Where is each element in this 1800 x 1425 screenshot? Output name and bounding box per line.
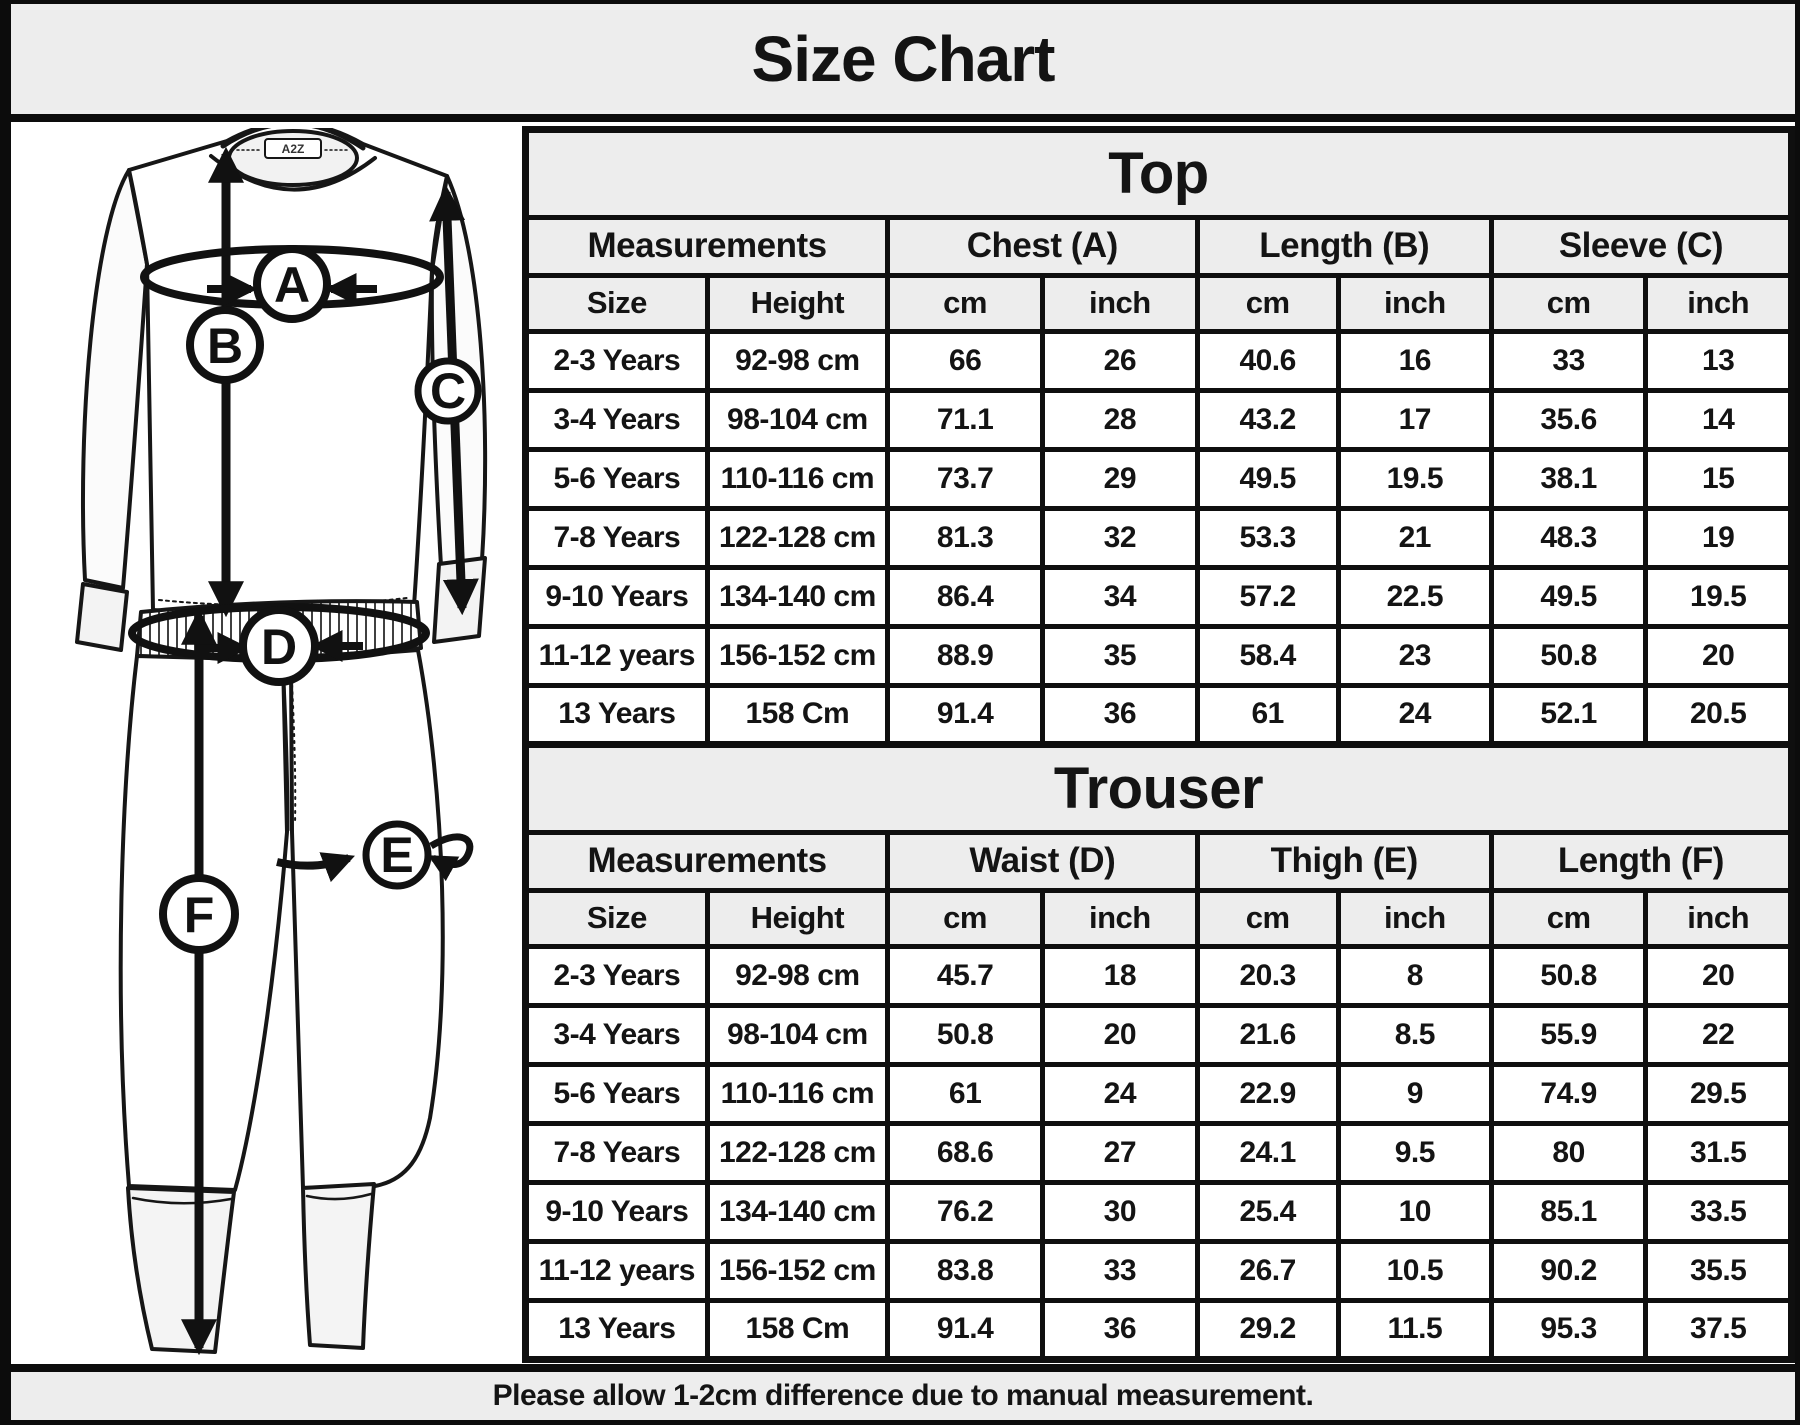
value-cell: 74.9 bbox=[1491, 1064, 1645, 1123]
value-cell: 9 bbox=[1338, 1064, 1491, 1123]
value-cell: 61 bbox=[1197, 685, 1338, 744]
value-cell: 40.6 bbox=[1197, 331, 1338, 390]
column-header: cm bbox=[1197, 890, 1338, 946]
value-cell: 68.6 bbox=[888, 1123, 1043, 1182]
value-cell: 16 bbox=[1338, 331, 1491, 390]
value-cell: 8 bbox=[1338, 946, 1491, 1005]
value-cell: 21 bbox=[1338, 508, 1491, 567]
size-cell: 7-8 Years bbox=[526, 508, 708, 567]
size-cell: 7-8 Years bbox=[526, 1123, 708, 1182]
value-cell: 19.5 bbox=[1646, 567, 1792, 626]
value-cell: 50.8 bbox=[1491, 946, 1645, 1005]
value-cell: 48.3 bbox=[1491, 508, 1645, 567]
value-cell: 19 bbox=[1646, 508, 1792, 567]
height-cell: 92-98 cm bbox=[707, 331, 887, 390]
left-sleeve-cuff bbox=[77, 584, 127, 650]
column-header: cm bbox=[1197, 275, 1338, 331]
size-row bbox=[526, 390, 1792, 449]
value-cell: 43.2 bbox=[1197, 390, 1338, 449]
marker-b-letter: B bbox=[206, 318, 244, 374]
group-header: Length (F) bbox=[1491, 832, 1791, 890]
value-cell: 21.6 bbox=[1197, 1005, 1338, 1064]
value-cell: 20 bbox=[1646, 946, 1792, 1005]
column-header: cm bbox=[1491, 890, 1645, 946]
marker-a-letter: A bbox=[273, 257, 311, 313]
right-leg bbox=[291, 650, 443, 1188]
value-cell: 37.5 bbox=[1646, 1300, 1792, 1359]
value-cell: 55.9 bbox=[1491, 1005, 1645, 1064]
marker-e-letter: E bbox=[380, 827, 414, 883]
value-cell: 90.2 bbox=[1491, 1241, 1645, 1300]
size-row bbox=[526, 1123, 1792, 1182]
value-cell: 20 bbox=[1646, 626, 1792, 685]
size-cell: 5-6 Years bbox=[526, 449, 708, 508]
height-cell: 98-104 cm bbox=[707, 390, 887, 449]
value-cell: 36 bbox=[1043, 1300, 1197, 1359]
value-cell: 50.8 bbox=[888, 1005, 1043, 1064]
value-cell: 29.5 bbox=[1646, 1064, 1792, 1123]
size-cell: 3-4 Years bbox=[526, 1005, 708, 1064]
size-cell: 11-12 years bbox=[526, 1241, 708, 1300]
value-cell: 29.2 bbox=[1197, 1300, 1338, 1359]
shirt-body bbox=[129, 128, 447, 614]
value-cell: 53.3 bbox=[1197, 508, 1338, 567]
height-cell: 156-152 cm bbox=[707, 626, 887, 685]
value-cell: 88.9 bbox=[888, 626, 1043, 685]
size-row bbox=[526, 1005, 1792, 1064]
value-cell: 66 bbox=[888, 331, 1043, 390]
size-tables bbox=[522, 126, 1795, 1363]
size-row bbox=[526, 508, 1792, 567]
group-header: Length (B) bbox=[1197, 217, 1491, 275]
pyjama-set-illustration bbox=[11, 128, 535, 1360]
value-cell: 34 bbox=[1043, 567, 1197, 626]
value-cell: 26 bbox=[1043, 331, 1197, 390]
value-cell: 91.4 bbox=[888, 685, 1043, 744]
value-cell: 33 bbox=[1491, 331, 1645, 390]
value-cell: 73.7 bbox=[888, 449, 1043, 508]
column-header: Size bbox=[526, 890, 708, 946]
value-cell: 17 bbox=[1338, 390, 1491, 449]
size-row bbox=[526, 1300, 1792, 1359]
value-cell: 71.1 bbox=[888, 390, 1043, 449]
size-row bbox=[526, 567, 1792, 626]
value-cell: 10.5 bbox=[1338, 1241, 1491, 1300]
marker-d-letter: D bbox=[260, 619, 298, 675]
section-title: Top bbox=[526, 130, 1792, 218]
size-row bbox=[526, 1241, 1792, 1300]
height-cell: 158 Cm bbox=[707, 685, 887, 744]
value-cell: 20.3 bbox=[1197, 946, 1338, 1005]
size-cell: 13 Years bbox=[526, 1300, 708, 1359]
height-cell: 110-116 cm bbox=[707, 449, 887, 508]
group-header: Measurements bbox=[526, 832, 888, 890]
page-title: Size Chart bbox=[751, 23, 1055, 95]
brand-label-text: A2Z bbox=[281, 142, 305, 156]
value-cell: 25.4 bbox=[1197, 1182, 1338, 1241]
value-cell: 91.4 bbox=[888, 1300, 1043, 1359]
height-cell: 158 Cm bbox=[707, 1300, 887, 1359]
value-cell: 45.7 bbox=[888, 946, 1043, 1005]
footer-bar bbox=[11, 1364, 1795, 1420]
group-header: Chest (A) bbox=[888, 217, 1198, 275]
size-row bbox=[526, 626, 1792, 685]
column-header: cm bbox=[888, 275, 1043, 331]
size-row bbox=[526, 1182, 1792, 1241]
value-cell: 49.5 bbox=[1197, 449, 1338, 508]
group-header: Measurements bbox=[526, 217, 888, 275]
value-cell: 18 bbox=[1043, 946, 1197, 1005]
trouser-garment-drawing bbox=[121, 601, 443, 1352]
value-cell: 50.8 bbox=[1491, 626, 1645, 685]
size-row bbox=[526, 449, 1792, 508]
value-cell: 33.5 bbox=[1646, 1182, 1792, 1241]
value-cell: 13 bbox=[1646, 331, 1792, 390]
value-cell: 36 bbox=[1043, 685, 1197, 744]
value-cell: 57.2 bbox=[1197, 567, 1338, 626]
size-cell: 9-10 Years bbox=[526, 567, 708, 626]
value-cell: 52.1 bbox=[1491, 685, 1645, 744]
column-header: cm bbox=[1491, 275, 1645, 331]
size-cell: 2-3 Years bbox=[526, 331, 708, 390]
height-cell: 122-128 cm bbox=[707, 508, 887, 567]
size-cell: 3-4 Years bbox=[526, 390, 708, 449]
group-header: Sleeve (C) bbox=[1491, 217, 1791, 275]
value-cell: 85.1 bbox=[1491, 1182, 1645, 1241]
right-ankle-cuff bbox=[303, 1184, 374, 1348]
height-cell: 92-98 cm bbox=[707, 946, 887, 1005]
value-cell: 83.8 bbox=[888, 1241, 1043, 1300]
value-cell: 15 bbox=[1646, 449, 1792, 508]
size-cell: 11-12 years bbox=[526, 626, 708, 685]
section-title: Trouser bbox=[526, 745, 1792, 833]
value-cell: 95.3 bbox=[1491, 1300, 1645, 1359]
value-cell: 27 bbox=[1043, 1123, 1197, 1182]
value-cell: 24 bbox=[1338, 685, 1491, 744]
value-cell: 35 bbox=[1043, 626, 1197, 685]
value-cell: 29 bbox=[1043, 449, 1197, 508]
value-cell: 10 bbox=[1338, 1182, 1491, 1241]
value-cell: 32 bbox=[1043, 508, 1197, 567]
size-row bbox=[526, 685, 1792, 744]
measurement-note: Please allow 1-2cm difference due to manual measurement. bbox=[492, 1379, 1314, 1412]
value-cell: 22 bbox=[1646, 1005, 1792, 1064]
value-cell: 38.1 bbox=[1491, 449, 1645, 508]
left-sleeve bbox=[83, 170, 147, 588]
column-header: inch bbox=[1043, 890, 1197, 946]
value-cell: 49.5 bbox=[1491, 567, 1645, 626]
value-cell: 11.5 bbox=[1338, 1300, 1491, 1359]
value-cell: 58.4 bbox=[1197, 626, 1338, 685]
column-header: Size bbox=[526, 275, 708, 331]
value-cell: 35.6 bbox=[1491, 390, 1645, 449]
height-cell: 134-140 cm bbox=[707, 567, 887, 626]
value-cell: 23 bbox=[1338, 626, 1491, 685]
value-cell: 24.1 bbox=[1197, 1123, 1338, 1182]
column-header: inch bbox=[1646, 275, 1792, 331]
group-header: Waist (D) bbox=[888, 832, 1198, 890]
size-row bbox=[526, 1064, 1792, 1123]
marker-c-letter: C bbox=[429, 363, 467, 419]
value-cell: 81.3 bbox=[888, 508, 1043, 567]
value-cell: 22.9 bbox=[1197, 1064, 1338, 1123]
height-cell: 156-152 cm bbox=[707, 1241, 887, 1300]
value-cell: 26.7 bbox=[1197, 1241, 1338, 1300]
column-header: cm bbox=[888, 890, 1043, 946]
value-cell: 76.2 bbox=[888, 1182, 1043, 1241]
value-cell: 14 bbox=[1646, 390, 1792, 449]
top-size-table bbox=[522, 126, 1795, 748]
column-header: inch bbox=[1646, 890, 1792, 946]
value-cell: 30 bbox=[1043, 1182, 1197, 1241]
left-ankle-cuff bbox=[128, 1188, 234, 1352]
value-cell: 24 bbox=[1043, 1064, 1197, 1123]
size-cell: 9-10 Years bbox=[526, 1182, 708, 1241]
value-cell: 8.5 bbox=[1338, 1005, 1491, 1064]
value-cell: 80 bbox=[1491, 1123, 1645, 1182]
title-bar bbox=[11, 4, 1795, 122]
value-cell: 61 bbox=[888, 1064, 1043, 1123]
column-header: inch bbox=[1338, 890, 1491, 946]
height-cell: 122-128 cm bbox=[707, 1123, 887, 1182]
height-cell: 134-140 cm bbox=[707, 1182, 887, 1241]
value-cell: 9.5 bbox=[1338, 1123, 1491, 1182]
value-cell: 28 bbox=[1043, 390, 1197, 449]
column-header: Height bbox=[707, 890, 887, 946]
size-cell: 2-3 Years bbox=[526, 946, 708, 1005]
column-header: Height bbox=[707, 275, 887, 331]
trouser-size-table bbox=[522, 741, 1795, 1363]
value-cell: 20.5 bbox=[1646, 685, 1792, 744]
height-cell: 98-104 cm bbox=[707, 1005, 887, 1064]
value-cell: 22.5 bbox=[1338, 567, 1491, 626]
size-cell: 5-6 Years bbox=[526, 1064, 708, 1123]
value-cell: 35.5 bbox=[1646, 1241, 1792, 1300]
size-cell: 13 Years bbox=[526, 685, 708, 744]
column-header: inch bbox=[1338, 275, 1491, 331]
value-cell: 19.5 bbox=[1338, 449, 1491, 508]
column-header: inch bbox=[1043, 275, 1197, 331]
height-cell: 110-116 cm bbox=[707, 1064, 887, 1123]
value-cell: 33 bbox=[1043, 1241, 1197, 1300]
value-cell: 31.5 bbox=[1646, 1123, 1792, 1182]
size-row bbox=[526, 946, 1792, 1005]
value-cell: 20 bbox=[1043, 1005, 1197, 1064]
marker-f-letter: F bbox=[183, 887, 215, 943]
value-cell: 86.4 bbox=[888, 567, 1043, 626]
group-header: Thigh (E) bbox=[1197, 832, 1491, 890]
size-row bbox=[526, 331, 1792, 390]
